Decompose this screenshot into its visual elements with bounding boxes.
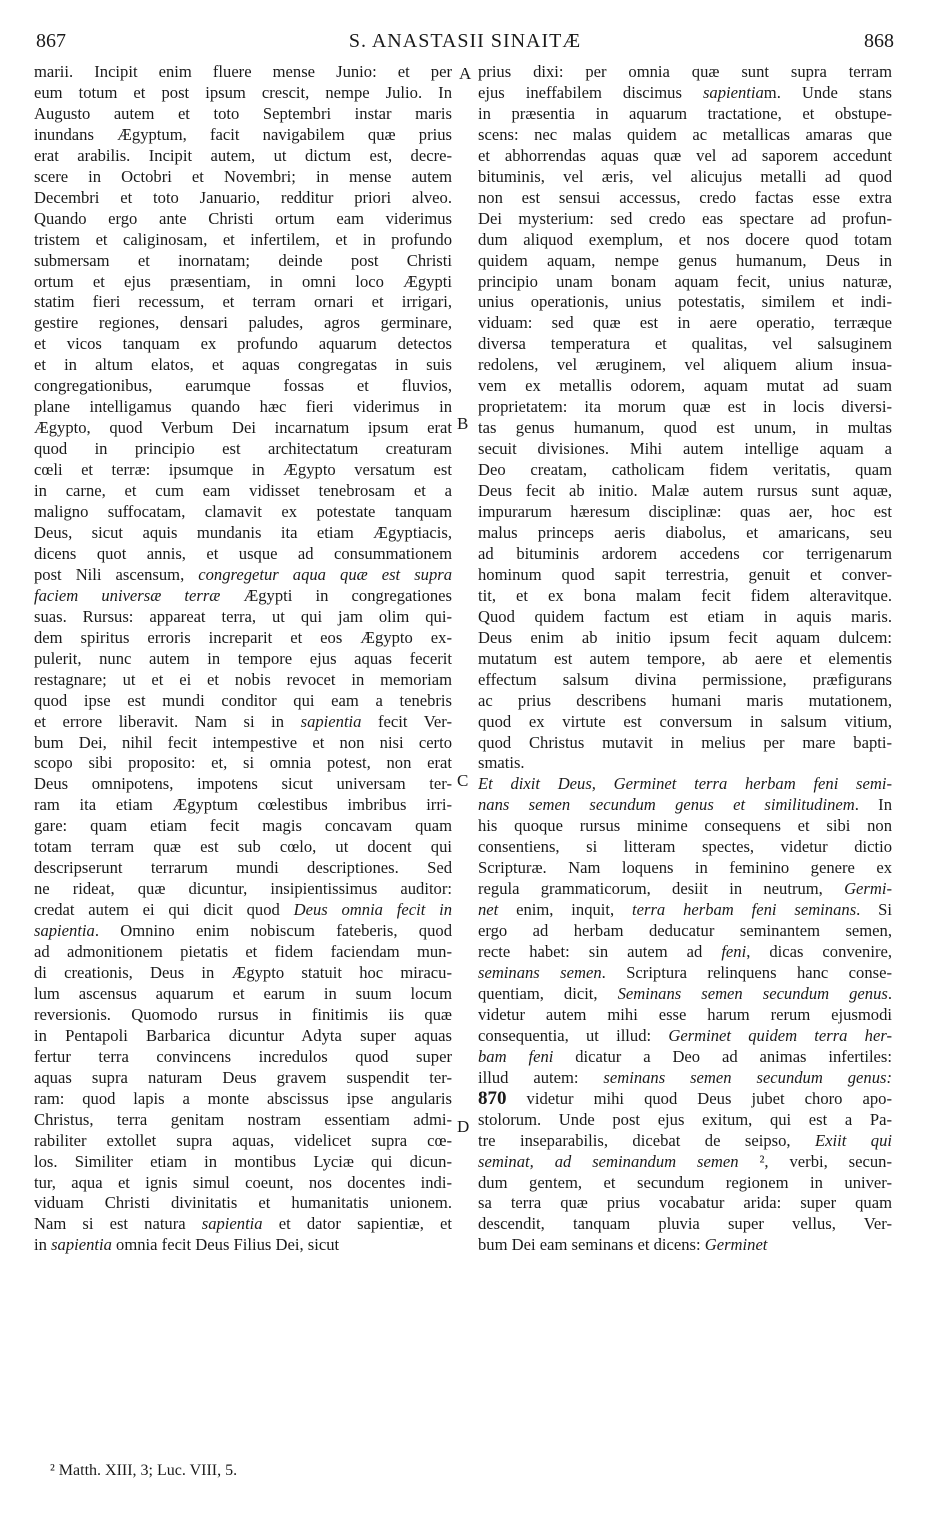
text-line: stolorum. Unde post ejus exitum, qui est a Pa-	[478, 1109, 892, 1129]
footnote: ² Matth. XIII, 3; Luc. VIII, 5.	[50, 1462, 238, 1479]
text-line: descripserunt terrarum mundi descriptiones. Sed	[34, 858, 452, 878]
right-page-number: 868	[864, 30, 894, 52]
text-line: his quoque rursus minime consequens et sibi non	[478, 816, 892, 836]
text-line: proprietatem: ita morum quæ est in locis diversi-	[478, 397, 892, 417]
text-line: in carne, et cum eam vidisset tenebrosam et a	[34, 481, 452, 501]
text-line: ram ita etiam Ægyptum cœlestibus imbribus irri-	[34, 795, 452, 815]
text-line: quidem aquam, nempe genus humanum, Deus in	[478, 250, 892, 270]
text-line: ad bituminis ardorem accedens cor terrigenarum	[478, 543, 892, 563]
text-line: non est sensui accessus, credo factas esse extra	[478, 187, 892, 207]
text-line: sapientia. Omnino enim nobiscum fateberis, quod	[34, 921, 452, 941]
text-line: Scripturæ. Nam loquens in feminino genere ex	[478, 858, 892, 878]
text-line: di creationis, Deus in Ægypto statuit hoc miracu-	[34, 962, 452, 982]
text-line: bum Dei, nihil fecit intempestive et non nisi certo	[34, 732, 452, 752]
text-line: dum gentem, et secundum regionem in univer-	[478, 1172, 892, 1192]
text-line: illud autem: seminans semen secundum genus:	[478, 1067, 892, 1087]
text-line: los. Similiter etiam in montibus Lyciæ qui dicun-	[34, 1151, 452, 1171]
text-line: Deus enim ab initio ipsum fecit aquam dulcem:	[478, 627, 892, 647]
text-line: Christus, terra genitam nostram essentiam admi-	[34, 1109, 452, 1129]
text-line: scopo sibi proposito: et, si omnia potest, non erat	[34, 753, 452, 773]
text-line: et in altum elatos, et aquas congregatas in suis	[34, 355, 452, 375]
text-line: et errore liberavit. Nam si in sapientia fecit Ver-	[34, 711, 452, 731]
text-line: restagnare; ut et ei et nobis revocet in memoriam	[34, 669, 452, 689]
text-line: statim fieri recessum, et terram ornari et irrigari,	[34, 292, 452, 312]
text-line: Nam si est natura sapientia et dator sapientiæ, et	[34, 1214, 452, 1234]
text-line: gestire regiones, densari paludes, agros germinare,	[34, 313, 452, 333]
text-line: eum totum et post ipsum crescit, nempe Julio. In	[34, 82, 452, 102]
margin-marker-a: A	[459, 64, 472, 83]
text-line: mutatum est autem tempore, ab aere et elementis	[478, 648, 892, 668]
text-line: ad admonitionem pietatis et fidem faciendam mun-	[34, 942, 452, 962]
text-line: Decembri et toto Januario, redditur priori alveo.	[34, 187, 452, 207]
text-line: tur, aqua et ignis simul coeunt, nos docentes indi-	[34, 1172, 452, 1192]
text-line: credat autem ei qui dicit quod Deus omnia fecit in	[34, 900, 452, 920]
text-line: viduam Christi divinitatis et humanitatis unionem.	[34, 1193, 452, 1213]
text-line: unius operationis, unius potestatis, similem et indi-	[478, 292, 892, 312]
text-line: sa terra quæ prius vocabatur arida: super quam	[478, 1193, 892, 1213]
text-line: cœli et terræ: ipsumque in Ægypto versatum est	[34, 460, 452, 480]
text-line: gare: quam etiam fecit magis concavam quam	[34, 816, 452, 836]
text-line: 870 videtur mihi quod Deus jubet choro apo-	[478, 1088, 892, 1109]
text-line: ram: quod lapis a monte abscissus ipse angularis	[34, 1088, 452, 1108]
text-line: in Pentapoli Barbarica dicuntur Adyta super aquas	[34, 1025, 452, 1045]
text-line: consentiens, si litteram spectes, videtur dictio	[478, 837, 892, 857]
text-line: in præsentia in aquarum tractatione, et obstupe-	[478, 103, 892, 123]
text-line: seminat, ad seminandum semen ², verbi, secun-	[478, 1151, 892, 1171]
text-line: bituminis, vel æris, vel alicujus metalli ad quod	[478, 166, 892, 186]
margin-marker-c: C	[457, 771, 469, 790]
text-line: ortum et ejus præsentiam, in omni loco Ægypti	[34, 271, 452, 291]
text-line: Deo creatam, catholicam fidem veritatis, quam	[478, 460, 892, 480]
text-line: effectum salsum divina permissione, præfigurans	[478, 669, 892, 689]
text-line: secuit divisiones. Mihi autem intellige aquam a	[478, 439, 892, 459]
text-line: quod in principio est architectatum creaturam	[34, 439, 452, 459]
text-line: pulerit, nunc autem in tempore ejus aquas fecerit	[34, 648, 452, 668]
text-line: plane intelligamus quando hæc fieri viderimus in	[34, 397, 452, 417]
text-line: consequentia, ut illud: Germinet quidem terra her-	[478, 1025, 892, 1045]
text-line: fertur terra convincens incredulos quod super	[34, 1046, 452, 1066]
text-line: scens: nec malas quidem ac metallicas amaras que	[478, 124, 892, 144]
text-line: bam feni dicatur a Deo ad animas infertiles:	[478, 1046, 892, 1066]
text-line: Et dixit Deus, Germinet terra herbam feni semi-	[478, 774, 892, 794]
text-line: marii. Incipit enim fluere mense Junio: et per	[34, 62, 452, 81]
text-line: lum ascensus aquarum et earum in suum locum	[34, 983, 452, 1003]
text-line: seminans semen. Scriptura relinquens hanc conse-	[478, 962, 892, 982]
right-column	[478, 62, 892, 1256]
text-line: dum aliquod exemplum, et nos docere quod totam	[478, 229, 892, 249]
text-line: tit, et ex bona malam fecit fidem alteravitque.	[478, 585, 892, 605]
text-line: tas genus humanum, quod est unum, in multas	[478, 418, 892, 438]
text-line: quentiam, dicit, Seminans semen secundum genus.	[478, 983, 892, 1003]
text-line: quod Christus mutavit in melius per mare bapti-	[478, 732, 892, 752]
text-line: hominum quod sapit terrestria, genuit et conver-	[478, 564, 892, 584]
left-page-number: 867	[36, 30, 66, 52]
text-line: suas. Rursus: appareat terra, ut qui jam olim qui-	[34, 606, 452, 626]
text-line: Deus, sicut aquis mundanis ita etiam Ægyptiacis,	[34, 522, 452, 542]
text-line: aquas supra naturam Deus gravem suspendit ter-	[34, 1067, 452, 1087]
text-line: net enim, inquit, terra herbam feni seminans. Si	[478, 900, 892, 920]
text-line: tre inseparabilis, dicebat de seipso, Exiit qui	[478, 1130, 892, 1150]
text-line: congregationibus, earumque fossas et fluvios,	[34, 376, 452, 396]
text-line: recte habet: sin autem ad feni, dicas convenire,	[478, 942, 892, 962]
margin-marker-d: D	[457, 1117, 470, 1136]
running-title: S. ANASTASII SINAITÆ	[348, 30, 582, 52]
text-line: impurarum hæresum disciplinæ: quas aer, hoc est	[478, 502, 892, 522]
text-line: vem ex metallis odorem, aquam mutat ad suam	[478, 376, 892, 396]
text-line: scere in Octobri et Novembri; in mense autem	[34, 166, 452, 186]
text-line: totam terram quæ est sub cœlo, ut docent qui	[34, 837, 452, 857]
text-line: videtur autem mihi esse harum rerum ejusmodi	[478, 1004, 892, 1024]
margin-marker-b: B	[457, 414, 469, 433]
text-line: reversionis. Quomodo rursus in finitimis iis quæ	[34, 1004, 452, 1024]
text-line: nans semen secundum genus et similitudinem. In	[478, 795, 892, 815]
text-line: diversa temperatura et qualitas, vel salsuginem	[478, 334, 892, 354]
text-line: bum Dei eam seminans et dicens: Germinet	[478, 1235, 768, 1255]
text-line: ac prius describens humani maris mutationem,	[478, 690, 892, 710]
text-line: Dei mysterium: sed credo eas spectare ad profun-	[478, 208, 892, 228]
text-line: ejus ineffabilem discimus sapientiam. Unde stans	[478, 82, 892, 102]
page-header	[36, 30, 894, 60]
text-line: in sapientia omnia fecit Deus Filius Dei, sicut	[34, 1235, 340, 1255]
text-line: smatis.	[478, 753, 525, 773]
text-line: descendit, tanquam pluvia super vellus, Ver-	[478, 1214, 892, 1234]
text-line: principio unam bonam aquam fecit, unius naturæ,	[478, 271, 892, 291]
text-line: viduam: sed quæ est in aere operatio, terræque	[478, 313, 892, 333]
text-line: ergo ad herbam deducatur seminantem semen,	[478, 921, 892, 941]
text-line: Deus omnipotens, impotens sicut universam ter-	[34, 774, 452, 794]
text-line: redolens, vel æruginem, vel aliquem alium insua-	[478, 355, 892, 375]
text-line: et vicos tanquam ex profundo aquarum detectos	[34, 334, 452, 354]
text-line: maligno suffocatam, clamavit ex potestate tanquam	[34, 502, 452, 522]
text-line: dicens quot annis, et usque ad consummationem	[34, 543, 452, 563]
text-line: quod ipse est mundi conditor qui eam a tenebris	[34, 690, 452, 710]
text-line: ne rideat, quæ dicuntur, insipientissimus auditor:	[34, 879, 452, 899]
text-line: Quod quidem factum est etiam in aquis maris.	[478, 606, 892, 626]
text-line: submersam et inornatam; deinde post Christi	[34, 250, 452, 270]
text-line: regula grammaticorum, desiit in neutrum, Germi-	[478, 879, 892, 899]
text-line: Quando ergo ante Christi ortum eam viderimus	[34, 208, 452, 228]
text-line: inundans Ægyptum, facit navigabilem quæ prius	[34, 124, 452, 144]
text-line: dem spiritus erroris increparit et eos Ægypto ex-	[34, 627, 452, 647]
text-line: Deus fecit ab initio. Malæ autem rursus sunt aquæ,	[478, 481, 892, 501]
text-line: tristem et caliginosam, et infertilem, et in profundo	[34, 229, 452, 249]
text-line: et abhorrendas aquas quæ vel ad saporem accedunt	[478, 145, 892, 165]
left-column	[34, 62, 452, 1256]
text-line: Augusto autem et toto Septembri instar maris	[34, 103, 452, 123]
text-line: malus princeps aeris diabolus, et amaricans, seu	[478, 522, 892, 542]
text-line: faciem universæ terræ Ægypti in congregationes	[34, 585, 452, 605]
text-line: prius dixi: per omnia quæ sunt supra terram	[478, 62, 892, 81]
text-line: erat arabilis. Incipit autem, ut dictum est, decre-	[34, 145, 452, 165]
text-line: quod ex virtute est conversum in salsum vitium,	[478, 711, 892, 731]
text-line: post Nili ascensum, congregetur aqua quæ est supra	[34, 564, 452, 584]
text-line: rabiliter extollet supra aquas, videlicet supra cœ-	[34, 1130, 452, 1150]
text-line: Ægypto, quod Verbum Dei incarnatum ipsum erat	[34, 418, 452, 438]
